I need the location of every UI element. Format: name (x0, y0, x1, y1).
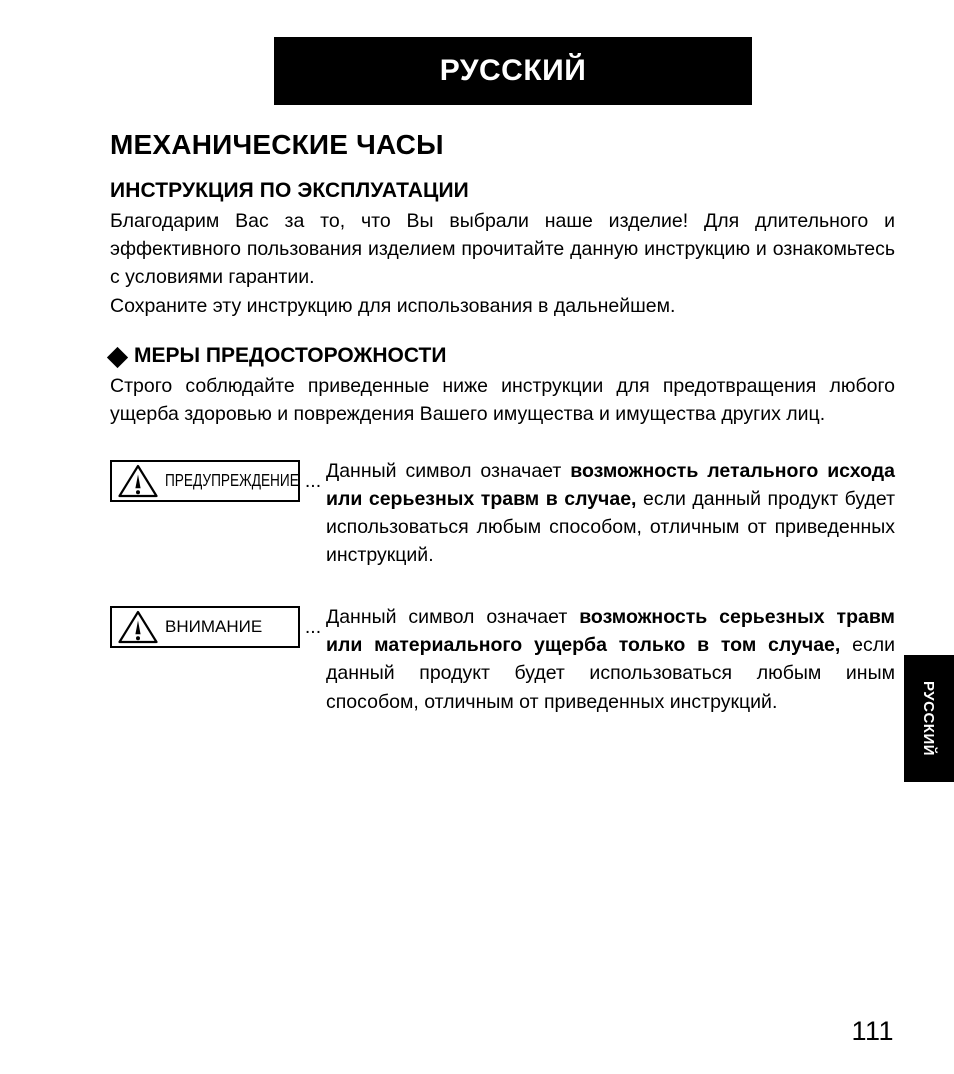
warning-label-box-danger (110, 460, 300, 502)
warning-block-danger (110, 460, 895, 570)
diamond-bullet-icon (107, 346, 128, 367)
warning-text-caution (326, 603, 895, 716)
warning-dots-caution: ... (304, 615, 322, 638)
page-number: 111 (851, 1016, 894, 1046)
precautions-heading-label: МЕРЫ ПРЕДОСТОРОЖНОСТИ (134, 344, 447, 367)
warning-label-box-caution (110, 606, 300, 648)
precautions-paragraph: Строго соблюдайте приведенные ниже инструкции для предотвращения любого ущерба здоровью и повреждения Вашего имущества и имущества других лиц. (110, 375, 895, 426)
warning-text-danger (326, 457, 895, 570)
content-column (110, 130, 895, 716)
warning-block-caution (110, 606, 895, 716)
warning-text-caution-after: если данный продукт будет использоваться любым иным способом, отличным от приведенных инструкций. (326, 634, 895, 713)
warning-text-danger-before: Данный символ означает (326, 459, 571, 482)
warning-text-caution-before: Данный символ означает (326, 605, 580, 628)
warning-text-danger-after: если данный продукт будет использоваться любым способом, отличным от приведенных инструкций. (326, 487, 896, 567)
warning-triangle-icon (118, 464, 158, 498)
intro-paragraph: Благодарим Вас за то, что Вы выбрали наше изделие! Для длительного и эффективного пользования изделием прочитайте данную инструкцию и ознакомьтесь с условиями гарантии. (110, 209, 895, 289)
intro-paragraph-secondary: Сохраните эту инструкцию для использования в дальнейшем. (110, 294, 676, 317)
page-title: МЕХАНИЧЕСКИЕ ЧАСЫ (110, 129, 444, 160)
precautions-heading (110, 344, 895, 368)
section-title-instructions: ИНСТРУКЦИЯ ПО ЭКСПЛУАТАЦИИ (110, 178, 469, 202)
side-index-tab (904, 655, 954, 782)
language-banner-label: РУССКИЙ (439, 54, 587, 87)
warning-text-danger-bold: возможность летального исхода или серьезных травм в случае, (326, 459, 896, 510)
language-banner (274, 37, 752, 105)
warning-label-caution: ВНИМАНИЕ (165, 617, 263, 637)
warning-text-caution-bold: возможность серьезных травм или материального ущерба только в том случае, (326, 605, 895, 656)
warning-triangle-icon (118, 610, 158, 644)
warning-dots-danger: ... (304, 469, 322, 492)
side-index-tab-label: РУССКИЙ (920, 680, 938, 757)
warning-label-danger: ПРЕДУПРЕЖДЕНИЕ (165, 469, 299, 490)
